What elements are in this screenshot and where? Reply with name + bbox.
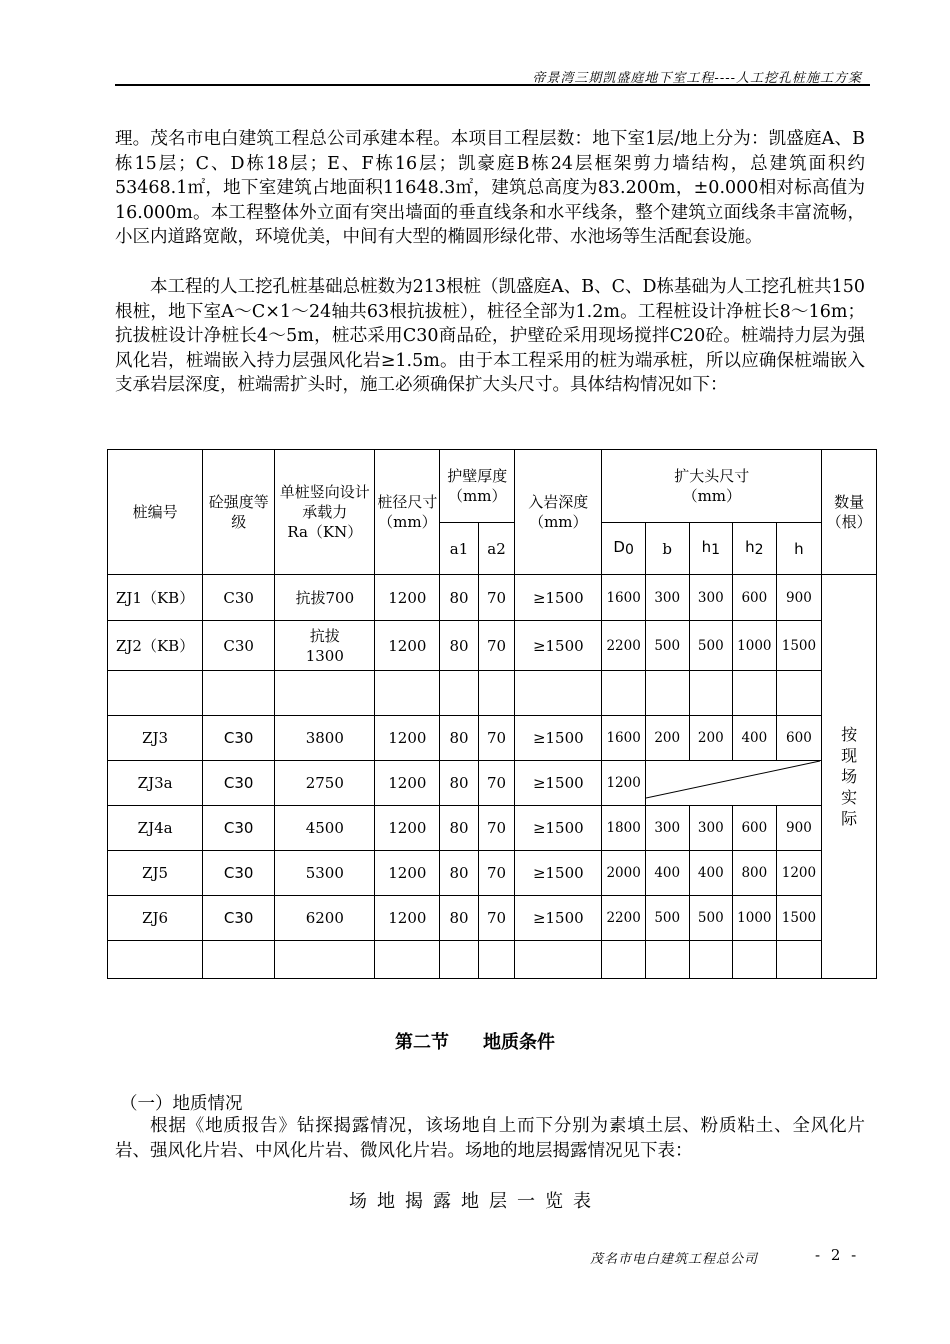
- cell-b: 200: [645, 716, 689, 761]
- cell-concrete: C30: [203, 575, 275, 621]
- cell-a2: 70: [478, 575, 514, 621]
- cell-pile-no: ZJ6: [108, 896, 203, 941]
- cell-h1: 200: [689, 716, 733, 761]
- cell-diameter: 1200: [375, 621, 440, 671]
- cell-h1: 500: [689, 621, 733, 671]
- table-row: [108, 806, 877, 851]
- cell-a1: 80: [440, 716, 478, 761]
- cell-capacity: 抗拔700: [275, 575, 375, 621]
- footer-company: 茂名市电白建筑工程总公司: [590, 1252, 759, 1267]
- header-diameter-unit: （mm）: [378, 513, 437, 531]
- cell-d0: 2200: [602, 896, 646, 941]
- cell-h: 900: [776, 806, 822, 851]
- section-number: 第二节: [395, 1032, 449, 1053]
- cell-capacity: 4500: [275, 806, 375, 851]
- cell-a1: 80: [440, 851, 478, 896]
- cell-concrete: C30: [203, 621, 275, 671]
- header-concrete-grade: 砼强度等级: [203, 450, 275, 575]
- table-row-empty: [108, 671, 877, 716]
- diagonal-strike-line: [646, 761, 820, 806]
- pile-structure-table: [107, 449, 877, 979]
- pile-paragraph: 本工程的人工挖孔桩基础总桩数为213根桩（凯盛庭A、B、C、D栋基础为人工挖孔桩共150根桩，地下室A～C×1～24轴共63根抗拔桩），桩径全部为1.2m。工程桩设计净桩长8～16m；抗拔桩设计净桩长4～5m，桩芯采用C30商品砼，护壁砼采用现场搅拌C20砼。桩端持力层为强风化岩，桩端嵌入持力层强风化岩≥1.5m。由于本工程采用的桩为端承桩，所以应确保桩端嵌入支承岩层深度，桩端需扩头时，施工必须确保扩大头尺寸。具体结构情况如下：: [115, 277, 865, 396]
- cell-not-applicable: [645, 761, 821, 806]
- header-wall-unit: （mm）: [448, 487, 507, 505]
- header-d0: $D_0$: [602, 523, 646, 575]
- cell-h: 1200: [776, 851, 822, 896]
- cell-a2: 70: [478, 761, 514, 806]
- cell-a2: 70: [478, 806, 514, 851]
- quantity-note-text: 按现场实际: [841, 725, 858, 828]
- cell-rock: ≥1500: [515, 575, 602, 621]
- header-enlarged-label: 扩大头尺寸: [674, 467, 750, 485]
- cell-h1: 500: [689, 896, 733, 941]
- cell-a2: 70: [478, 621, 514, 671]
- cell-pile-no: ZJ2（KB）: [108, 621, 203, 671]
- cell-rock: ≥1500: [515, 896, 602, 941]
- cell-h2: 400: [733, 716, 777, 761]
- section-title: [0, 1028, 950, 1054]
- cell-diameter: 1200: [375, 806, 440, 851]
- cell-a1: 80: [440, 806, 478, 851]
- intro-paragraph: 理。茂名市电白建筑工程总公司承建本程。本项目工程层数：地下室1层/地上分为：凯盛庭A、B栋15层；C、D栋18层；E、F栋16层；凯豪庭B栋24层框架剪力墙结构，总建筑面积约53468.1㎡，地下室建筑占地面积11648.3㎡，建筑总高度为83.200m，±0.000相对标高值为16.000m。本工程整体外立面有突出墙面的垂直线条和水平线条，整个建筑立面线条丰富流畅，小区内道路宽敞，环境优美，中间有大型的椭圆形绿化带、水池场等生活配套设施。: [115, 129, 865, 248]
- cell-d0: 1200: [602, 761, 646, 806]
- cell-h: 1500: [776, 621, 822, 671]
- cell-rock: ≥1500: [515, 716, 602, 761]
- cell-d0: 2200: [602, 621, 646, 671]
- cell-capacity: 3800: [275, 716, 375, 761]
- cell-concrete: C30: [203, 806, 275, 851]
- cell-d0: 1600: [602, 716, 646, 761]
- cell-h: 900: [776, 575, 822, 621]
- cell-diameter: 1200: [375, 896, 440, 941]
- cell-h2: 800: [733, 851, 777, 896]
- cell-h: 600: [776, 716, 822, 761]
- subsection-title: （一）地质情况: [120, 1094, 243, 1114]
- header-capacity-label: 单桩竖向设计承载力: [279, 483, 370, 521]
- table-row: [108, 621, 877, 671]
- cell-a2: 70: [478, 851, 514, 896]
- cell-capacity: 6200: [275, 896, 375, 941]
- header-wall-label: 护壁厚度: [447, 467, 508, 485]
- cell-d0: 1600: [602, 575, 646, 621]
- header-quantity: 数量（根）: [822, 450, 877, 575]
- cell-h1: 300: [689, 806, 733, 851]
- table-row: [108, 851, 877, 896]
- header-rock-depth: 入岩深度（mm）: [515, 450, 602, 575]
- header-h1: $h_1$: [689, 523, 733, 575]
- cell-a1: 80: [440, 896, 478, 941]
- cell-a1: 80: [440, 575, 478, 621]
- cell-capacity: 5300: [275, 851, 375, 896]
- section-heading: 地质条件: [483, 1032, 555, 1053]
- header-capacity: [275, 450, 375, 575]
- cell-concrete: C30: [203, 761, 275, 806]
- cell-pile-no: ZJ1（KB）: [108, 575, 203, 621]
- cell-b: 400: [645, 851, 689, 896]
- header-pile-no: 桩编号: [108, 450, 203, 575]
- cell-h2: 1000: [733, 621, 777, 671]
- cell-a1: 80: [440, 621, 478, 671]
- header-h2: $h_2$: [733, 523, 777, 575]
- cell-quantity-note: [822, 575, 877, 979]
- table-row: [108, 761, 877, 806]
- cell-capacity: 2750: [275, 761, 375, 806]
- table-row: [108, 575, 877, 621]
- cell-diameter: 1200: [375, 851, 440, 896]
- cell-d0: 2000: [602, 851, 646, 896]
- cell-a2: 70: [478, 896, 514, 941]
- header-enlarged-unit: （mm）: [682, 487, 742, 505]
- cell-pile-no: ZJ3a: [108, 761, 203, 806]
- cell-concrete: C30: [203, 896, 275, 941]
- header-wall: [440, 450, 515, 523]
- header-a1: a1: [440, 523, 478, 575]
- cell-pile-no: ZJ5: [108, 851, 203, 896]
- cell-diameter: 1200: [375, 716, 440, 761]
- header-a2: a2: [478, 523, 514, 575]
- cell-a1: 80: [440, 761, 478, 806]
- geology-paragraph: 根据《地质报告》钻探揭露情况，该场地自上而下分别为素填土层、粉质粘土、全风化片岩、强风化片岩、中风化片岩、微风化片岩。场地的地层揭露情况见下表：: [115, 1116, 865, 1161]
- cell-h2: 1000: [733, 896, 777, 941]
- page-number: - 2 -: [815, 1246, 860, 1264]
- header-enlarged-head: [602, 450, 822, 523]
- header-b: b: [645, 523, 689, 575]
- cell-h: 1500: [776, 896, 822, 941]
- cell-b: 500: [645, 621, 689, 671]
- cell-rock: ≥1500: [515, 621, 602, 671]
- cell-pile-no: ZJ3: [108, 716, 203, 761]
- cell-h2: 600: [733, 575, 777, 621]
- header-h: h: [776, 523, 822, 575]
- cell-diameter: 1200: [375, 575, 440, 621]
- cell-concrete: C30: [203, 851, 275, 896]
- cell-d0: 1800: [602, 806, 646, 851]
- cell-rock: ≥1500: [515, 806, 602, 851]
- cell-rock: ≥1500: [515, 761, 602, 806]
- cell-b: 500: [645, 896, 689, 941]
- geology-table-caption: 场地揭露地层一览表: [349, 1191, 601, 1212]
- cell-h2: 600: [733, 806, 777, 851]
- cell-capacity: 抗拔1300: [275, 621, 375, 671]
- header-diameter: [375, 450, 440, 575]
- table-row: [108, 896, 877, 941]
- cell-b: 300: [645, 575, 689, 621]
- cell-concrete: C30: [203, 716, 275, 761]
- cell-diameter: 1200: [375, 761, 440, 806]
- cell-h1: 300: [689, 575, 733, 621]
- header-diameter-label: 桩径尺寸: [377, 493, 438, 511]
- header-title: 帝景湾三期凯盛庭地下室工程----人工挖孔桩施工方案: [532, 71, 862, 86]
- cell-rock: ≥1500: [515, 851, 602, 896]
- page-header: [115, 64, 870, 86]
- table-row: [108, 716, 877, 761]
- cell-a2: 70: [478, 716, 514, 761]
- cell-pile-no: ZJ4a: [108, 806, 203, 851]
- table-row-empty: [108, 941, 877, 979]
- cell-h1: 400: [689, 851, 733, 896]
- cell-b: 300: [645, 806, 689, 851]
- header-capacity-unit: Ra（KN）: [287, 523, 363, 541]
